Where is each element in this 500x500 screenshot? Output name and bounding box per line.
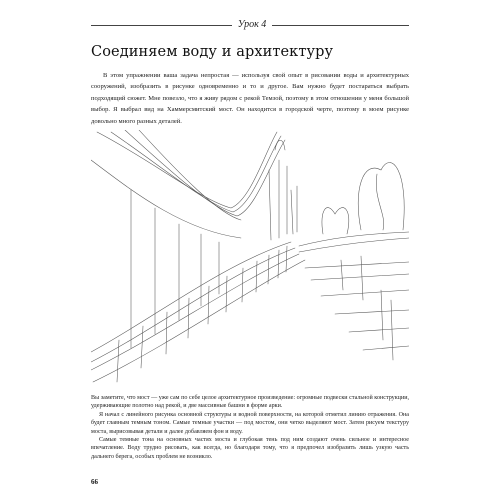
body-paragraph: Я начал с линейного рисунка основной структуры и водной поверхности, на которой отметил линию отражения. Она будет главным темным тоном. Самые темные участки — под мостом, они четко выделяют мост. Затем рисуем текстуру моста, вырисовывая детали и далее добавляем фон и воду. — [91, 411, 409, 435]
intro-paragraph-text: В этом упражнении ваша задача непростая — используя свой опыт в рисовании воды и архитектурных сооружений, изобразить в рисунке одновременно и то и другое. Вам нужно будет постараться выбрать подходящий сюжет. Мне повезло, что я живу рядом с рекой Темзой, поэтому в этом отношении у меня большой выбор. Я выбрал вид на Хаммерсмитский мост. Он находится в городской черте, поэтому в моем рисунке довольно много разных деталей. — [91, 72, 409, 125]
body-paragraph: Самые темные тона на основных частях моста и глубокая тень под ним создают очень сильное и интересное впечатление. Воду трудно рисовать, как всегда, но благодаря тому, что я предпочел изобразить лишь узкую часть дальнего берега, особых проблем не возникло. — [91, 437, 409, 460]
body-text — [91, 394, 409, 461]
intro-paragraph — [91, 70, 409, 127]
lesson-label: Урок 4 — [232, 17, 272, 32]
body-paragraph: Вы заметите, что мост — уже сам по себе целое архитектурное произведение: огромные подвески стальной конструкции, удерживающие полотно над рекой, и две массивные башни в форме арки. — [91, 395, 409, 410]
page-number: 66 — [91, 478, 98, 486]
page-title: Соединяем воду и архитектуру — [91, 44, 334, 60]
bridge-sketch-illustration — [91, 130, 409, 392]
